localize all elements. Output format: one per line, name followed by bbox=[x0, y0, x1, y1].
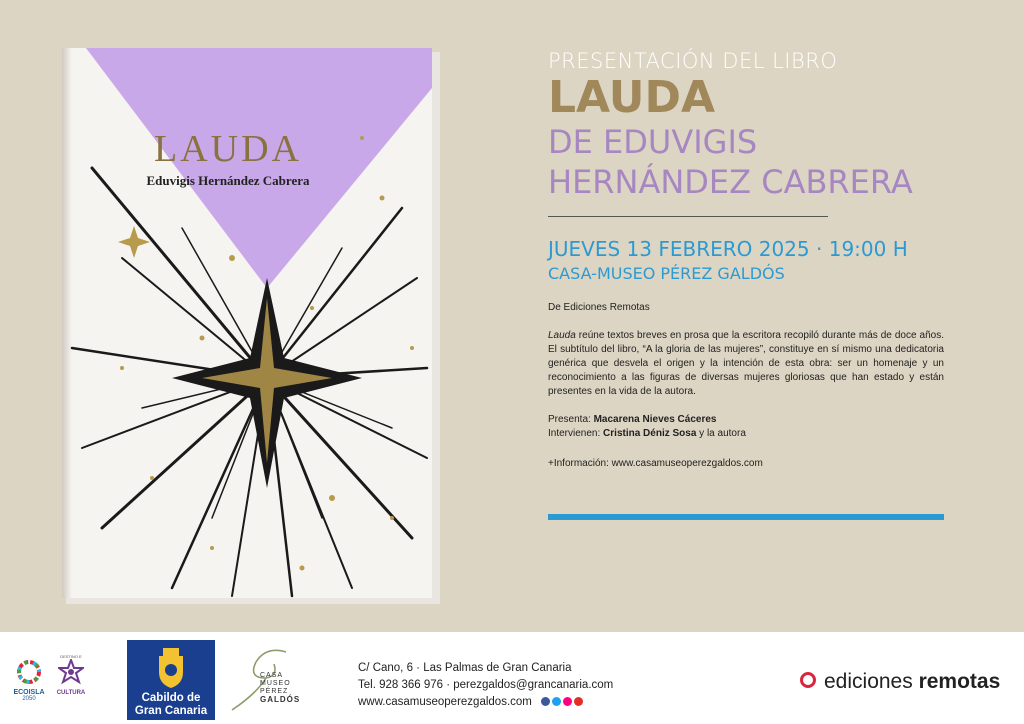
participants bbox=[548, 413, 948, 441]
galdos-line-1: CASA bbox=[260, 672, 284, 679]
speakers-label: Intervienen: bbox=[548, 428, 604, 439]
ecoisla-year: 2050 bbox=[22, 696, 36, 702]
author-line-2: HERNÁNDEZ CABRERA bbox=[548, 163, 913, 201]
galdos-line-2: MUSEO bbox=[260, 680, 291, 687]
ecoisla-wheel-icon bbox=[17, 660, 41, 684]
circle-logo-icon bbox=[800, 672, 816, 688]
coat-of-arms-icon bbox=[151, 646, 191, 690]
brand-light: ediciones bbox=[824, 670, 919, 693]
speakers-line bbox=[548, 427, 948, 441]
speakers-rest: y la autora bbox=[696, 428, 746, 439]
description bbox=[548, 329, 944, 399]
ediciones-remotas-logo bbox=[800, 670, 1000, 694]
casa-museo-logo bbox=[226, 644, 344, 716]
speaker-name: Cristina Déniz Sosa bbox=[603, 428, 697, 439]
cabildo-logo bbox=[127, 640, 215, 720]
ecoisla-label: ECOISLA bbox=[13, 689, 45, 696]
twitter-icon[interactable] bbox=[552, 697, 561, 706]
book-cover bbox=[62, 48, 440, 604]
contact-block bbox=[358, 660, 613, 711]
footer bbox=[0, 632, 1024, 724]
more-info: +Información: www.casamuseoperezgaldos.com bbox=[548, 458, 763, 469]
facebook-icon[interactable] bbox=[541, 697, 550, 706]
phone-email[interactable]: Tel. 928 366 976 · perezgaldos@grancanaria.com bbox=[358, 679, 614, 691]
cabildo-name bbox=[127, 692, 215, 718]
event-title: LAUDA bbox=[548, 72, 716, 123]
description-text: reúne textos breves en prosa que la escritora recopiló durante más de doce años. El subtítulo del libro, “A la gloria de las mujeres”, constituye en sí mismo una dedicatoria genérica que desvela el origen y la intención de esta obra: ser un homenaje y un reconocimiento a las figuras de diversas mujeres gloriosas que han estado y están presentes en la vida de la autora. bbox=[548, 330, 944, 397]
galdos-line-4: GALDÓS bbox=[260, 695, 301, 704]
brand-bold: remotas bbox=[918, 670, 1001, 693]
pre-title: PRESENTACIÓN DEL LIBRO bbox=[548, 49, 838, 73]
description-italic: Lauda bbox=[548, 330, 576, 341]
author-line-1: DE EDUVIGIS bbox=[548, 123, 758, 161]
cultura-logo bbox=[56, 654, 86, 696]
presenter-name: Macarena Nieves Cáceres bbox=[593, 414, 717, 425]
address: C/ Cano, 6 · Las Palmas de Gran Canaria bbox=[358, 662, 572, 674]
event-venue: CASA-MUSEO PÉREZ GALDÓS bbox=[548, 264, 785, 283]
website-link[interactable]: www.casamuseoperezgaldos.com bbox=[358, 696, 532, 708]
galdos-line-3: PÉREZ bbox=[260, 688, 289, 695]
presenter-label: Presenta: bbox=[548, 414, 594, 425]
accent-bar bbox=[548, 514, 944, 520]
cabildo-line-1: Cabildo de bbox=[141, 692, 201, 704]
casa-museo-text bbox=[260, 672, 300, 705]
youtube-icon[interactable] bbox=[574, 697, 583, 706]
presenter-line bbox=[548, 413, 948, 427]
book-spine-shadow bbox=[62, 48, 72, 598]
book-author: Eduvigis Hernández Cabrera bbox=[146, 173, 310, 188]
flickr-icon[interactable] bbox=[563, 697, 572, 706]
cultura-top: DESTINO E bbox=[60, 654, 82, 659]
cabildo-line-2: Gran Canaria bbox=[134, 705, 208, 717]
publisher-line: De Ediciones Remotas bbox=[548, 302, 650, 313]
book-title: LAUDA bbox=[154, 128, 302, 170]
event-date-time: JUEVES 13 FEBRERO 2025 · 19:00 H bbox=[548, 237, 908, 261]
divider bbox=[548, 216, 828, 217]
cultura-label: CULTURA bbox=[56, 690, 86, 696]
ecoisla-logo bbox=[8, 660, 50, 702]
cultura-star-icon bbox=[58, 659, 84, 685]
event-info bbox=[548, 48, 948, 471]
website-line bbox=[358, 694, 613, 711]
